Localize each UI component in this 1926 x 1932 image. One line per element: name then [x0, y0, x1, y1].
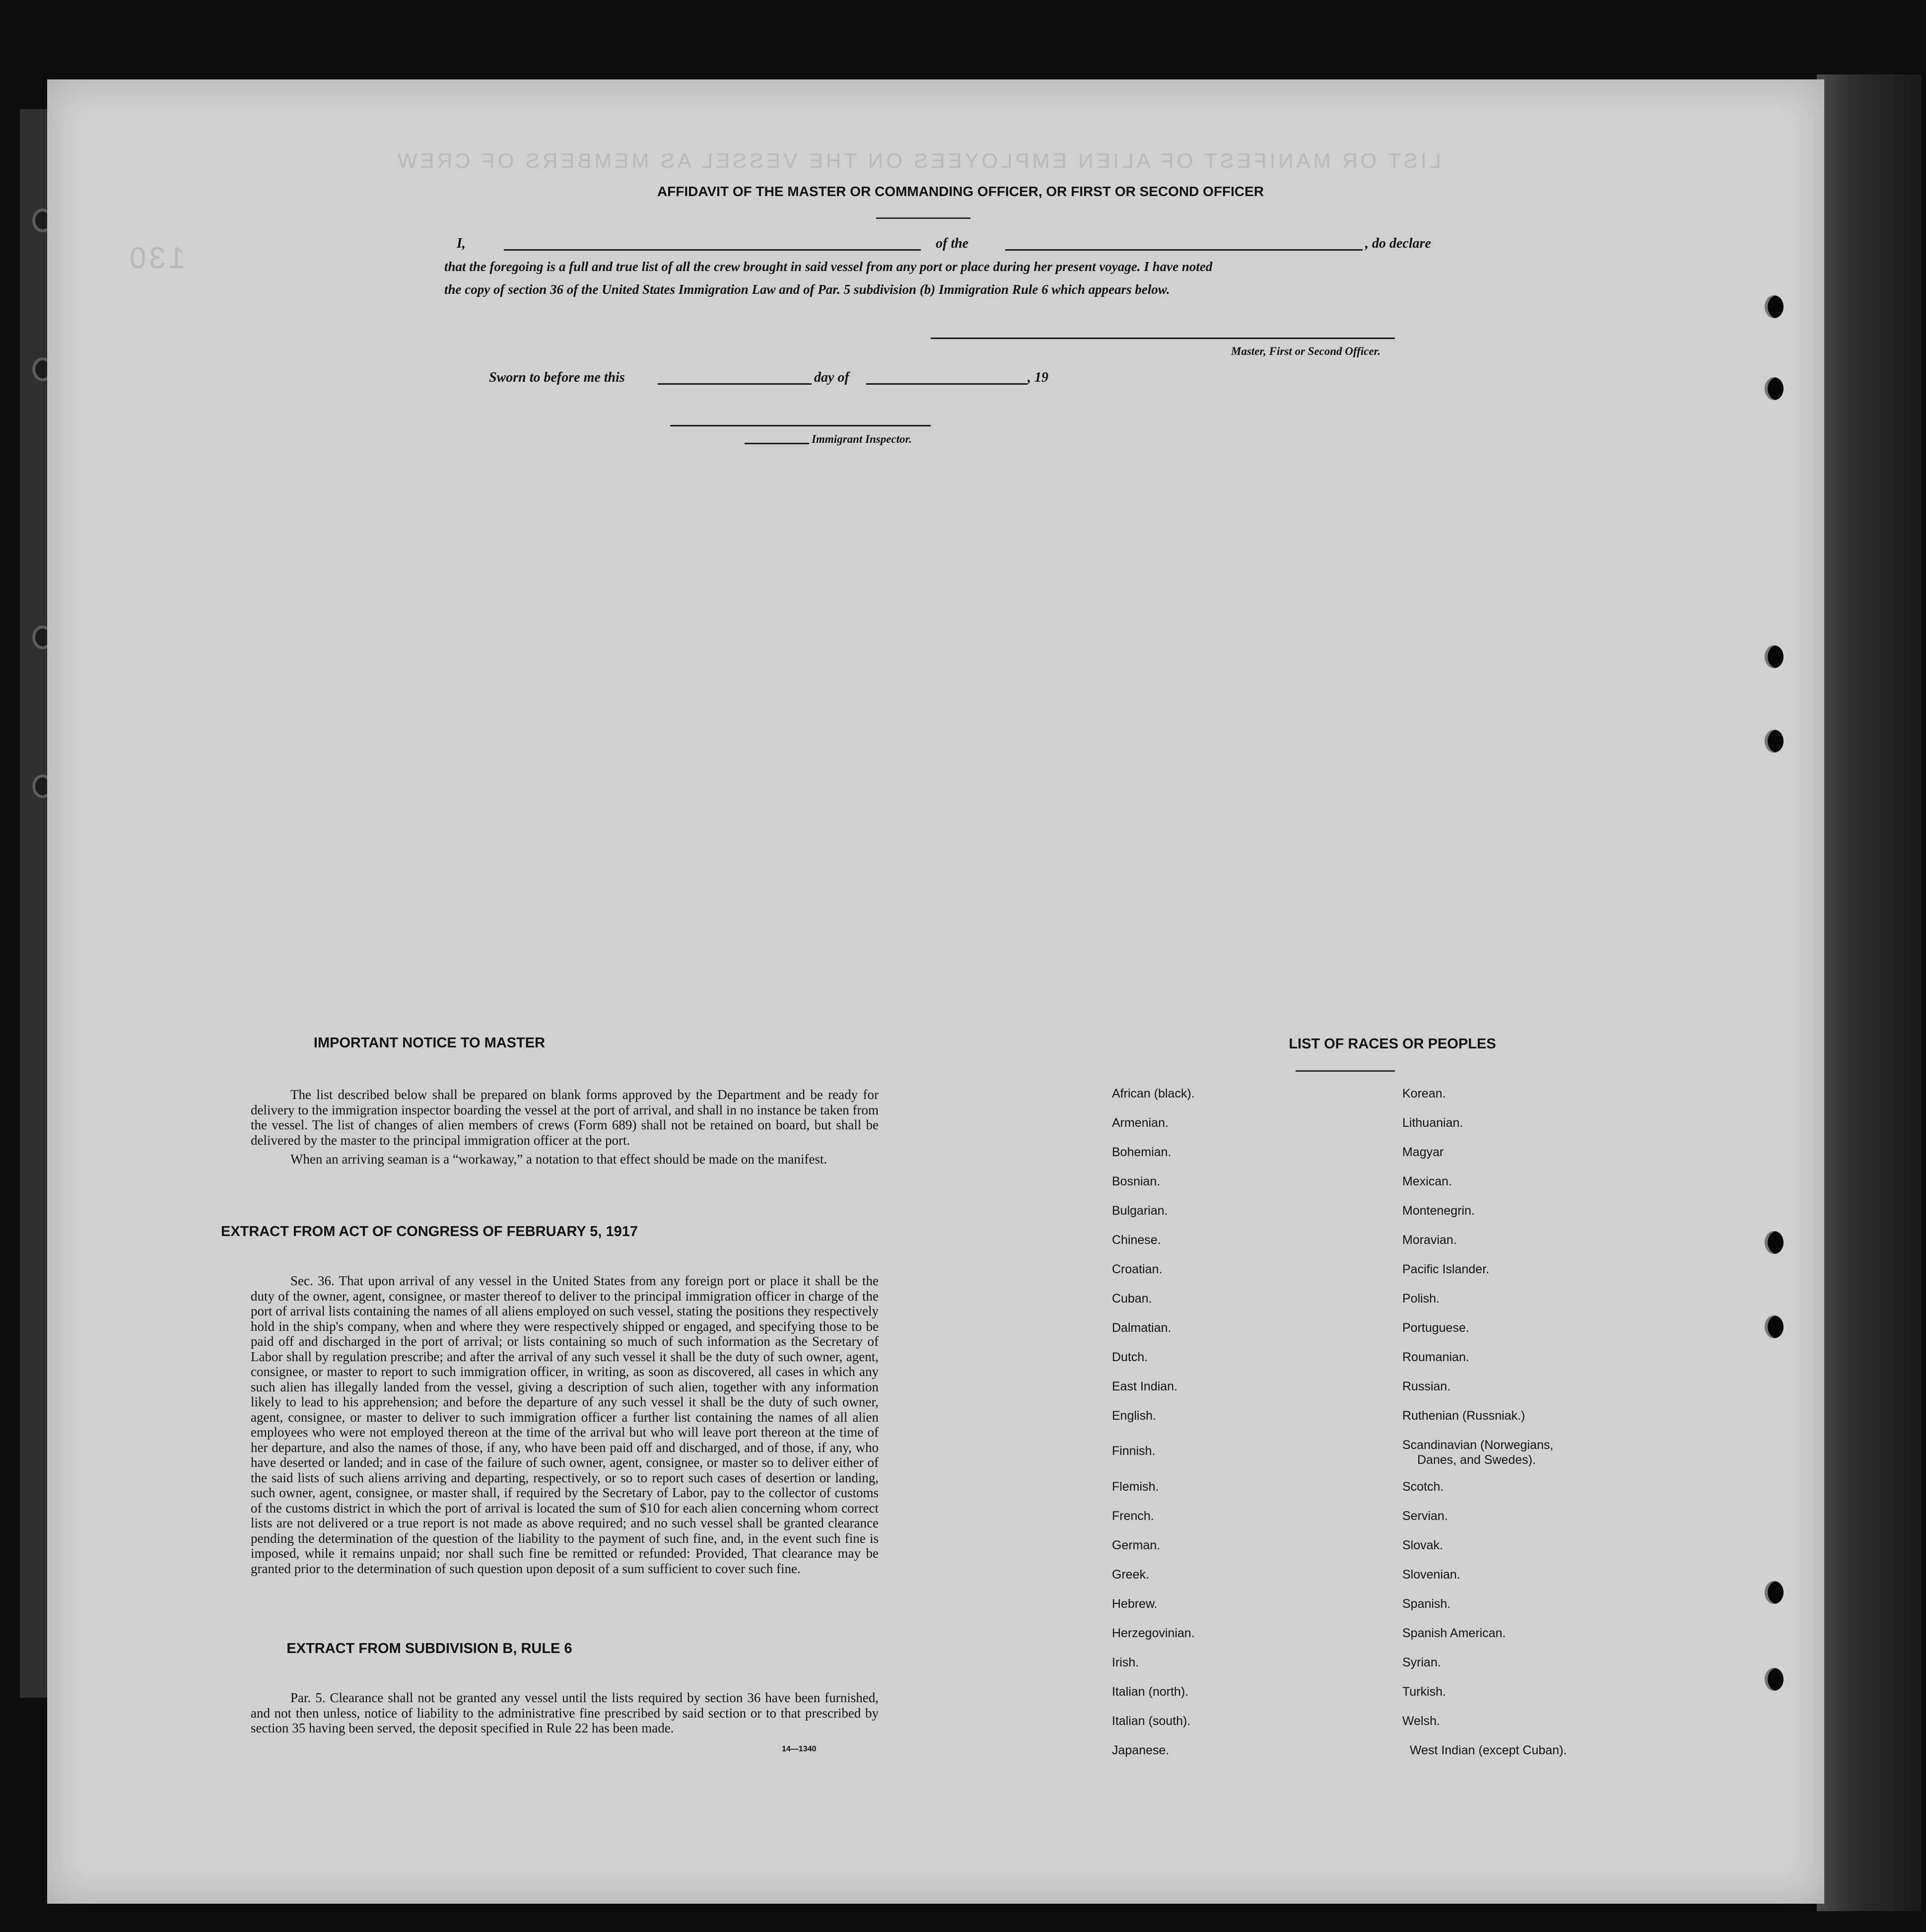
- race-item: Bulgarian.: [1112, 1204, 1168, 1218]
- race-item: Polish.: [1402, 1292, 1440, 1306]
- rule6-body: [251, 1690, 879, 1740]
- act-body: [251, 1273, 879, 1580]
- race-item-continued: Danes, and Swedes).: [1417, 1453, 1536, 1467]
- race-item: Roumanian.: [1402, 1350, 1469, 1364]
- affidavit-line-2: that the foregoing is a full and true list of all the crew brought in said vessel from any port or place during her present voyage. I have noted: [444, 259, 1213, 274]
- sworn-day-blank: [658, 383, 812, 385]
- day-of-label: day of: [814, 370, 849, 385]
- inspector-signature-line: [670, 425, 931, 426]
- punch-hole: [1765, 1315, 1784, 1338]
- punch-hole: [1765, 1581, 1784, 1604]
- race-item: Syrian.: [1402, 1656, 1441, 1669]
- inspector-underline: [745, 443, 809, 444]
- notice-title: IMPORTANT NOTICE TO MASTER: [313, 1035, 546, 1051]
- race-item: Spanish.: [1402, 1597, 1451, 1611]
- race-item: Pacific Islander.: [1402, 1262, 1490, 1276]
- race-item: Portuguese.: [1402, 1321, 1469, 1335]
- race-item: East Indian.: [1112, 1380, 1178, 1393]
- race-item: Dalmatian.: [1112, 1321, 1171, 1335]
- punch-hole: [1765, 645, 1784, 668]
- notice-paragraph-2: When an arriving seaman is a “workaway,” a notation to that effect should be made on the manifest.: [290, 1152, 827, 1167]
- act-section-36: Sec. 36. That upon arrival of any vessel in the United States from any foreign port or place it shall be the duty of the owner, agent, consignee, or master thereof to deliver to the principal immigration officer in charge of the port of arrival lists containing the names of all aliens employed on such vessel, stating the positions they respectively hold in the ship's company, when and where they were respectively shipped or engaged, and specifying those to be paid off and discharged in the port of arrival; or lists containing so much of such information as the Secretary of Labor shall by regulation prescribe; and after the arrival of any such vessel it shall be the duty of such owner, agent, consignee, or master to report to such immigration officer, in writing, as soon as discovered, all cases in which any such alien has illegally landed from the vessel, giving a description of such alien, together with any information likely to lead to his apprehension; and before the departure of any such vessel it shall be the duty of such owner, agent, consignee, or master to deliver to such immigration officer a further list containing the names of all alien employees who were not employed thereon at the time of the arrival but who will leave port thereon at the time of her departure, and also the names of those, if any, who have been paid off and discharged, and of those, if any, who have deserted or landed; and in case of the failure of such owner, agent, consignee, or master so to deliver either of the said lists of such aliens arriving and departing, respectively, or so to report such cases of desertion or landing, such owner, agent, consignee, or master shall, if required by the Secretary of Labor, pay to the collector of customs of the customs district in which the port of arrival is located the sum of $10 for each alien concerning whom correct lists are not delivered or a true report is not made as above required; and no such vessel shall be granted clearance pending the determination of the question of the liability to the payment of such fine, and, in the event such fine is imposed, while it remains unpaid; nor shall such fine be remitted or refunded: Provided, That clearance may be granted prior to the determination of such question upon deposit of a sum sufficient to cover such fine.: [251, 1273, 879, 1576]
- punch-hole: [1765, 377, 1784, 400]
- race-item: Bosnian.: [1112, 1174, 1161, 1188]
- title-rule: [876, 217, 970, 219]
- race-item: Italian (north).: [1112, 1685, 1189, 1699]
- race-item: Moravian.: [1402, 1233, 1457, 1247]
- race-item: Korean.: [1402, 1087, 1446, 1101]
- race-item: Flemish.: [1112, 1480, 1159, 1494]
- race-item: Dutch.: [1112, 1350, 1148, 1364]
- race-item: Italian (south).: [1112, 1714, 1191, 1728]
- master-signature-line: [931, 338, 1395, 339]
- rule6-title: EXTRACT FROM SUBDIVISION B, RULE 6: [286, 1641, 572, 1656]
- affidavit-title: AFFIDAVIT OF THE MASTER OR COMMANDING OFFICER, OR FIRST OR SECOND OFFICER: [657, 184, 1264, 199]
- race-item: Magyar: [1402, 1145, 1444, 1159]
- of-the-label: of the: [936, 236, 969, 251]
- affidavit-line-3: the copy of section 36 of the United States Immigration Law and of Par. 5 subdivision (b) Immigration Rule 6 which appears below.: [444, 282, 1170, 297]
- race-item: Greek.: [1112, 1568, 1150, 1582]
- race-item: German.: [1112, 1538, 1161, 1552]
- punch-hole: [1765, 1668, 1784, 1691]
- race-item: Chinese.: [1112, 1233, 1161, 1247]
- bleed-through-page-number: 130: [127, 241, 186, 275]
- races-title-rule: [1296, 1070, 1395, 1072]
- race-item: Bohemian.: [1112, 1145, 1171, 1159]
- race-item: Hebrew.: [1112, 1597, 1158, 1611]
- sworn-label: Sworn to before me this: [489, 370, 625, 385]
- race-item: West Indian (except Cuban).: [1410, 1743, 1567, 1757]
- race-item: Mexican.: [1402, 1174, 1452, 1188]
- inspector-label: Immigrant Inspector.: [812, 433, 912, 445]
- race-item: Spanish American.: [1402, 1626, 1506, 1640]
- binding-edge: [20, 109, 50, 1698]
- punch-hole: [1765, 730, 1784, 753]
- punch-hole: [1765, 295, 1784, 318]
- bleed-through-heading: LIST OR MANIFEST OF ALIEN EMPLOYEES ON THE VESSEL AS MEMBERS OF CREW: [395, 149, 1441, 172]
- race-item: Herzegovinian.: [1112, 1626, 1195, 1640]
- notice-paragraph-1: The list described below shall be prepared on blank forms approved by the Department and be ready for delivery to the immigration inspector boarding the vessel at the port of arrival, and shall in no instance be taken from the vessel. The list of changes of alien members of crews (Form 689) shall not be retained on board, but shall be delivered by the master to the principal immigration officer at the port.: [251, 1087, 879, 1148]
- race-item: Montenegrin.: [1402, 1204, 1475, 1218]
- race-item: Finnish.: [1112, 1444, 1156, 1458]
- race-item: Ruthenian (Russniak.): [1402, 1409, 1525, 1423]
- race-item: Turkish.: [1402, 1685, 1446, 1699]
- race-item: French.: [1112, 1509, 1154, 1523]
- race-item: English.: [1112, 1409, 1156, 1423]
- form-number: 14—1340: [782, 1745, 817, 1753]
- race-item: Lithuanian.: [1402, 1116, 1463, 1130]
- year-label: , 19: [1028, 370, 1048, 385]
- race-item: Irish.: [1112, 1656, 1139, 1669]
- race-item: Croatian.: [1112, 1262, 1163, 1276]
- rule6-paragraph: Par. 5. Clearance shall not be granted any vessel until the lists required by section 36 have been furnished, and not then unless, notice of liability to the administrative fine prescribed by said section or to that prescribed by section 35 having been served, the deposit specified in Rule 22 has been made.: [251, 1690, 879, 1735]
- race-item: Welsh.: [1402, 1714, 1440, 1728]
- race-item: Scandinavian (Norwegians,: [1402, 1438, 1554, 1452]
- document-page: [47, 79, 1824, 1904]
- races-title: LIST OF RACES OR PEOPLES: [1289, 1036, 1496, 1052]
- do-declare-label: , do declare: [1365, 236, 1431, 251]
- master-label: Master, First or Second Officer.: [1231, 345, 1381, 357]
- vessel-blank: [1005, 249, 1363, 251]
- act-title: EXTRACT FROM ACT OF CONGRESS OF FEBRUARY 5, 1917: [220, 1224, 638, 1240]
- race-item: Armenian.: [1112, 1116, 1169, 1130]
- sworn-month-blank: [866, 383, 1028, 385]
- notice-body: [251, 1087, 879, 1171]
- race-item: Slovenian.: [1402, 1568, 1460, 1582]
- race-item: Servian.: [1402, 1509, 1448, 1523]
- race-item: African (black).: [1112, 1087, 1195, 1101]
- name-blank: [504, 249, 921, 251]
- race-item: Scotch.: [1402, 1480, 1444, 1494]
- race-item: Russian.: [1402, 1380, 1451, 1393]
- race-item: Cuban.: [1112, 1292, 1152, 1306]
- affidavit-intro: I,: [457, 236, 466, 251]
- page-stack-edge: [1817, 74, 1921, 1911]
- punch-hole: [1765, 1231, 1784, 1254]
- race-item: Slovak.: [1402, 1538, 1443, 1552]
- race-item: Japanese.: [1112, 1743, 1169, 1757]
